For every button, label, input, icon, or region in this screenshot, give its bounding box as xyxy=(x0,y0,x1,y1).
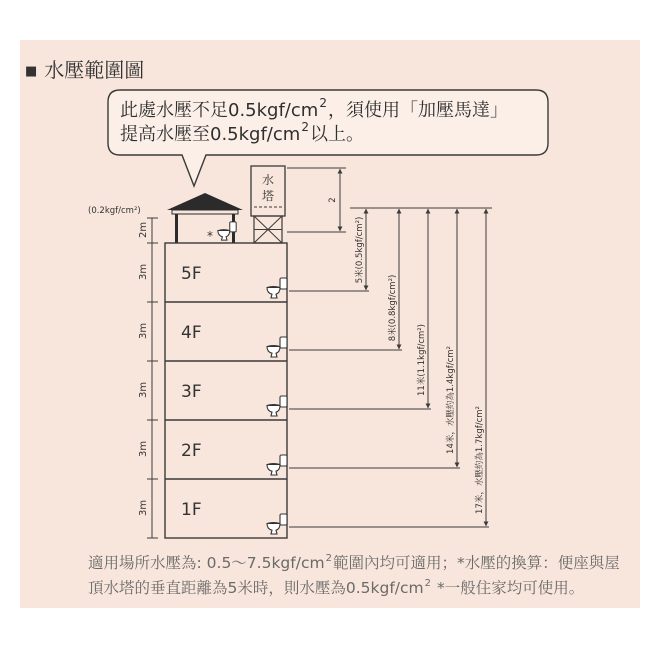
height-label-5f: 3m xyxy=(138,263,149,281)
height-label-2f: 3m xyxy=(138,440,149,458)
note-text: *一般住家均可使用。 xyxy=(432,579,585,597)
note-superscript: 2 xyxy=(325,552,332,564)
callout-line-2 xyxy=(120,120,364,145)
callout-text: 提高水壓至0.5kgf/cm xyxy=(120,124,301,145)
callout-text: ，須使用「加壓馬達」 xyxy=(327,100,508,121)
tank-gap-label: 2 xyxy=(328,197,338,203)
height-label-3f: 3m xyxy=(138,381,149,399)
pressure-label-8m: 8米(0.8kgf/cm²) xyxy=(388,274,398,342)
water-tower-label-1: 水 xyxy=(261,173,275,187)
pressure-label-17m: 17米，水壓約為1.7kgf/cm² xyxy=(475,406,485,514)
callout-line-1 xyxy=(120,96,508,121)
pressure-label-14m: 14米，水壓約為1.4kgf/cm² xyxy=(446,346,456,454)
callout-text: 以上。 xyxy=(309,124,364,145)
floor-label-4f: 4F xyxy=(181,323,202,343)
callout-superscript: 2 xyxy=(301,120,309,134)
height-label-roof: 2m xyxy=(138,221,149,239)
note-superscript: 2 xyxy=(424,577,432,589)
title-text: 水壓範圍圖 xyxy=(44,58,145,82)
callout-superscript: 2 xyxy=(319,96,327,110)
note-line-1 xyxy=(88,554,620,572)
roof-pressure-label: (0.2kgf/cm²) xyxy=(88,206,141,216)
note-line-2 xyxy=(88,579,584,597)
floor-label-3f: 3F xyxy=(181,382,202,402)
floor-label-1f: 1F xyxy=(181,500,202,520)
height-label-4f: 3m xyxy=(138,322,149,340)
pressure-label-11m: 11米(1.1kgf/cm²) xyxy=(417,323,427,397)
square-bullet-icon: ■ xyxy=(25,64,38,79)
note-text: 範圍內均可適用；*水壓的換算：便座與屋 xyxy=(332,554,620,572)
callout-text: 此處水壓不足0.5kgf/cm xyxy=(120,100,319,121)
note-text: 頂水塔的垂直距離為5米時，則水壓為0.5kgf/cm xyxy=(88,579,424,597)
floor-label-2f: 2F xyxy=(181,441,202,461)
height-label-1f: 3m xyxy=(138,499,149,517)
water-tower-label-2: 塔 xyxy=(261,189,275,203)
roof-asterisk: * xyxy=(207,229,213,243)
note-text: 適用場所水壓為: 0.5～7.5kgf/cm xyxy=(88,554,325,572)
pressure-label-5m: 5米(0.5kgf/cm²) xyxy=(355,216,365,284)
floor-label-5f: 5F xyxy=(181,264,202,284)
page-title xyxy=(25,59,144,81)
